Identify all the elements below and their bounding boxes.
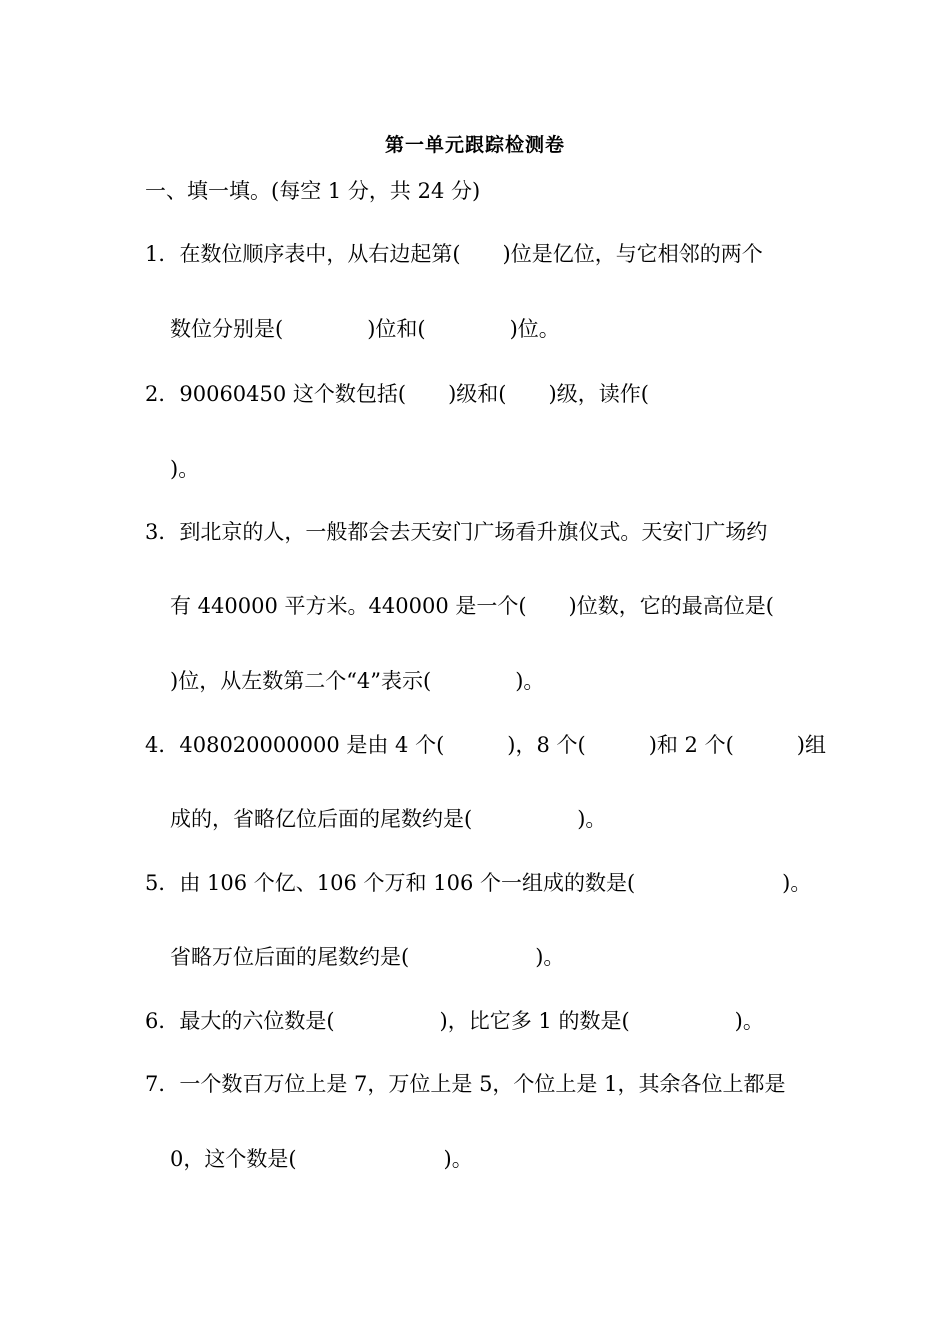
question-4-line-1: 4．408020000000 是由 4 个( )，8 个( )和 2 个( )组 xyxy=(145,733,826,757)
question-1-line-1: 1．在数位顺序表中，从右边起第( )位是亿位，与它相邻的两个 xyxy=(145,242,763,266)
question-6-line-1: 6．最大的六位数是( )，比它多 1 的数是( )。 xyxy=(145,1009,764,1033)
question-1-line-2: 数位分别是( )位和( )位。 xyxy=(170,317,560,341)
question-2-line-2: )。 xyxy=(170,457,200,481)
question-3-line-2: 有 440000 平方米。440000 是一个( )位数，它的最高位是( xyxy=(170,594,774,618)
section-heading: 一、填一填。(每空 1 分，共 24 分) xyxy=(145,179,481,203)
question-2-line-1: 2．90060450 这个数包括( )级和( )级，读作( xyxy=(145,382,649,406)
question-3-line-3: )位，从左数第二个“4”表示( )。 xyxy=(170,669,545,693)
page-title: 第一单元跟踪检测卷 xyxy=(384,134,565,156)
question-3-line-1: 3．到北京的人，一般都会去天安门广场看升旗仪式。天安门广场约 xyxy=(145,520,768,544)
question-4-line-2: 成的，省略亿位后面的尾数约是( )。 xyxy=(170,807,607,831)
question-5-line-2: 省略万位后面的尾数约是( )。 xyxy=(170,945,565,969)
question-7-line-2: 0，这个数是( )。 xyxy=(170,1147,473,1171)
question-7-line-1: 7．一个数百万位上是 7，万位上是 5，个位上是 1，其余各位上都是 xyxy=(145,1072,786,1096)
question-5-line-1: 5．由 106 个亿、106 个万和 106 个一组成的数是( )。 xyxy=(145,871,812,895)
